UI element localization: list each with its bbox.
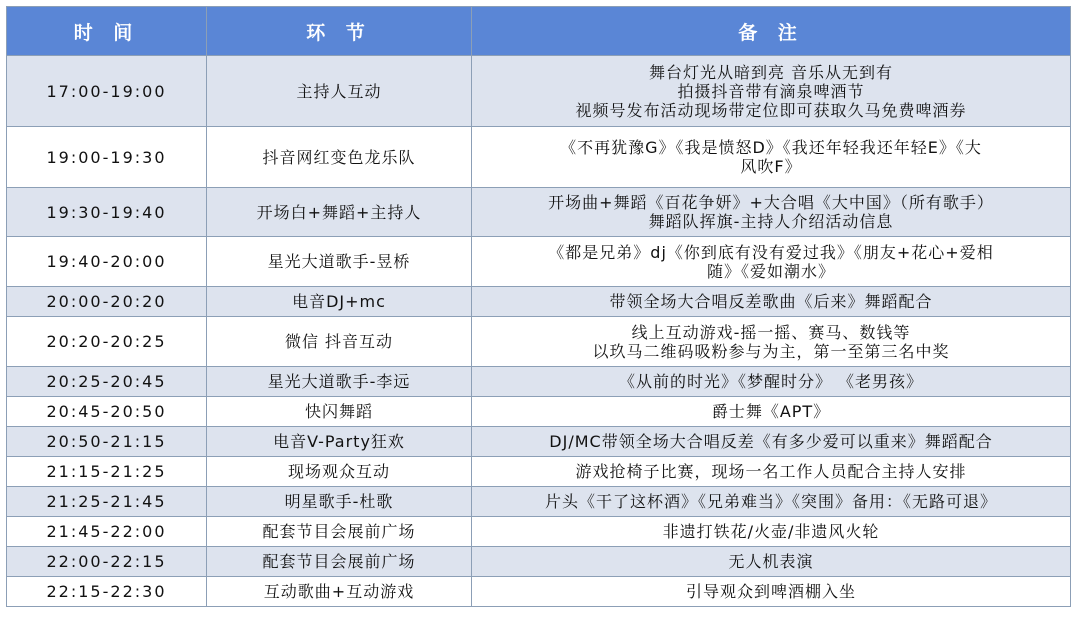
- notes-line: 开场曲+舞蹈《百花争妍》+大合唱《大中国》（所有歌手）: [548, 193, 994, 212]
- time-cell: 19:00-19:30: [7, 127, 207, 188]
- notes-line: 引导观众到啤酒棚入坐: [685, 582, 856, 601]
- segment-cell: 现场观众互动: [207, 457, 472, 487]
- segment-cell: 主持人互动: [207, 56, 472, 127]
- notes-line: 风吹F》: [740, 157, 802, 176]
- segment-cell: 电音DJ+mc: [207, 287, 472, 317]
- time-cell: 20:00-20:20: [7, 287, 207, 317]
- schedule-table: [6, 6, 1071, 607]
- segment-cell: 快闪舞蹈: [207, 397, 472, 427]
- table-row: [7, 188, 1071, 237]
- notes-line: 线上互动游戏-摇一摇、赛马、数钱等: [631, 322, 911, 342]
- table-row: [7, 127, 1071, 188]
- notes-cell: [472, 287, 1071, 317]
- notes-line: 《从前的时光》《梦醒时分》 《老男孩》: [618, 372, 924, 391]
- segment-cell: 星光大道歌手-昱桥: [207, 237, 472, 287]
- segment-cell: 微信 抖音互动: [207, 317, 472, 367]
- notes-line: 视频号发布活动现场带定位即可获取久马免费啤酒券: [575, 100, 967, 120]
- table-row: [7, 457, 1071, 487]
- time-cell: 22:15-22:30: [7, 577, 207, 607]
- header-time: 时 间: [7, 7, 207, 56]
- table-body: [7, 56, 1071, 607]
- time-cell: 19:30-19:40: [7, 188, 207, 237]
- time-cell: 21:25-21:45: [7, 487, 207, 517]
- notes-line: 片头《干了这杯酒》《兄弟难当》《突围》备用：《无路可退》: [544, 492, 997, 511]
- notes-line: 拍摄抖音带有滴泉啤酒节: [677, 81, 865, 101]
- segment-cell: 互动歌曲+互动游戏: [207, 577, 472, 607]
- notes-cell: [472, 317, 1071, 367]
- time-cell: 21:45-22:00: [7, 517, 207, 547]
- segment-cell: 抖音网红变色龙乐队: [207, 127, 472, 188]
- table-row: [7, 487, 1071, 517]
- time-cell: 17:00-19:00: [7, 56, 207, 127]
- notes-cell: [472, 237, 1071, 287]
- notes-cell: [472, 427, 1071, 457]
- segment-cell: 配套节目会展前广场: [207, 547, 472, 577]
- table-row: [7, 547, 1071, 577]
- header-row: [7, 7, 1071, 56]
- time-cell: 21:15-21:25: [7, 457, 207, 487]
- notes-cell: [472, 367, 1071, 397]
- time-cell: 20:25-20:45: [7, 367, 207, 397]
- segment-cell: 星光大道歌手-李远: [207, 367, 472, 397]
- notes-line: 非遗打铁花/火壶/非遗风火轮: [662, 522, 880, 541]
- notes-line: 以玖马二维码吸粉参与为主，第一至第三名中奖: [592, 341, 950, 361]
- notes-line: 舞台灯光从暗到亮 音乐从无到有: [648, 62, 894, 82]
- time-cell: 20:20-20:25: [7, 317, 207, 367]
- notes-line: 游戏抢椅子比赛，现场一名工作人员配合主持人安排: [575, 462, 967, 481]
- table-row: [7, 56, 1071, 127]
- time-cell: 22:00-22:15: [7, 547, 207, 577]
- notes-line: 舞蹈队挥旗-主持人介绍活动信息: [648, 212, 894, 231]
- table-row: [7, 517, 1071, 547]
- notes-cell: [472, 188, 1071, 237]
- notes-line: 带领全场大合唱反差歌曲《后来》舞蹈配合: [609, 292, 933, 311]
- segment-cell: 开场白+舞蹈+主持人: [207, 188, 472, 237]
- segment-cell: 明星歌手-杜歌: [207, 487, 472, 517]
- table-row: [7, 317, 1071, 367]
- notes-line: 爵士舞《APT》: [711, 402, 831, 421]
- notes-cell: [472, 397, 1071, 427]
- table-row: [7, 367, 1071, 397]
- notes-line: 《不再犹豫G》《我是愤怒D》《我还年轻我还年轻E》《大: [560, 138, 982, 157]
- table-row: [7, 287, 1071, 317]
- time-cell: 20:45-20:50: [7, 397, 207, 427]
- table-row: [7, 577, 1071, 607]
- notes-line: 随》《爱如潮水》: [706, 261, 835, 281]
- notes-line: DJ/MC带领全场大合唱反差《有多少爱可以重来》舞蹈配合: [549, 432, 993, 451]
- notes-line: 无人机表演: [728, 552, 814, 571]
- time-cell: 19:40-20:00: [7, 237, 207, 287]
- notes-cell: [472, 577, 1071, 607]
- segment-cell: 配套节目会展前广场: [207, 517, 472, 547]
- segment-cell: 电音V-Party狂欢: [207, 427, 472, 457]
- table-row: [7, 397, 1071, 427]
- notes-cell: [472, 56, 1071, 127]
- notes-cell: [472, 487, 1071, 517]
- header-notes: 备 注: [472, 7, 1071, 56]
- notes-line: 《都是兄弟》dj《你到底有没有爱过我》《朋友+花心+爱相: [548, 242, 994, 262]
- header-segment: 环 节: [207, 7, 472, 56]
- table-row: [7, 427, 1071, 457]
- notes-cell: [472, 457, 1071, 487]
- notes-cell: [472, 127, 1071, 188]
- notes-cell: [472, 517, 1071, 547]
- notes-cell: [472, 547, 1071, 577]
- time-cell: 20:50-21:15: [7, 427, 207, 457]
- table-row: [7, 237, 1071, 287]
- table-header: [7, 7, 1071, 56]
